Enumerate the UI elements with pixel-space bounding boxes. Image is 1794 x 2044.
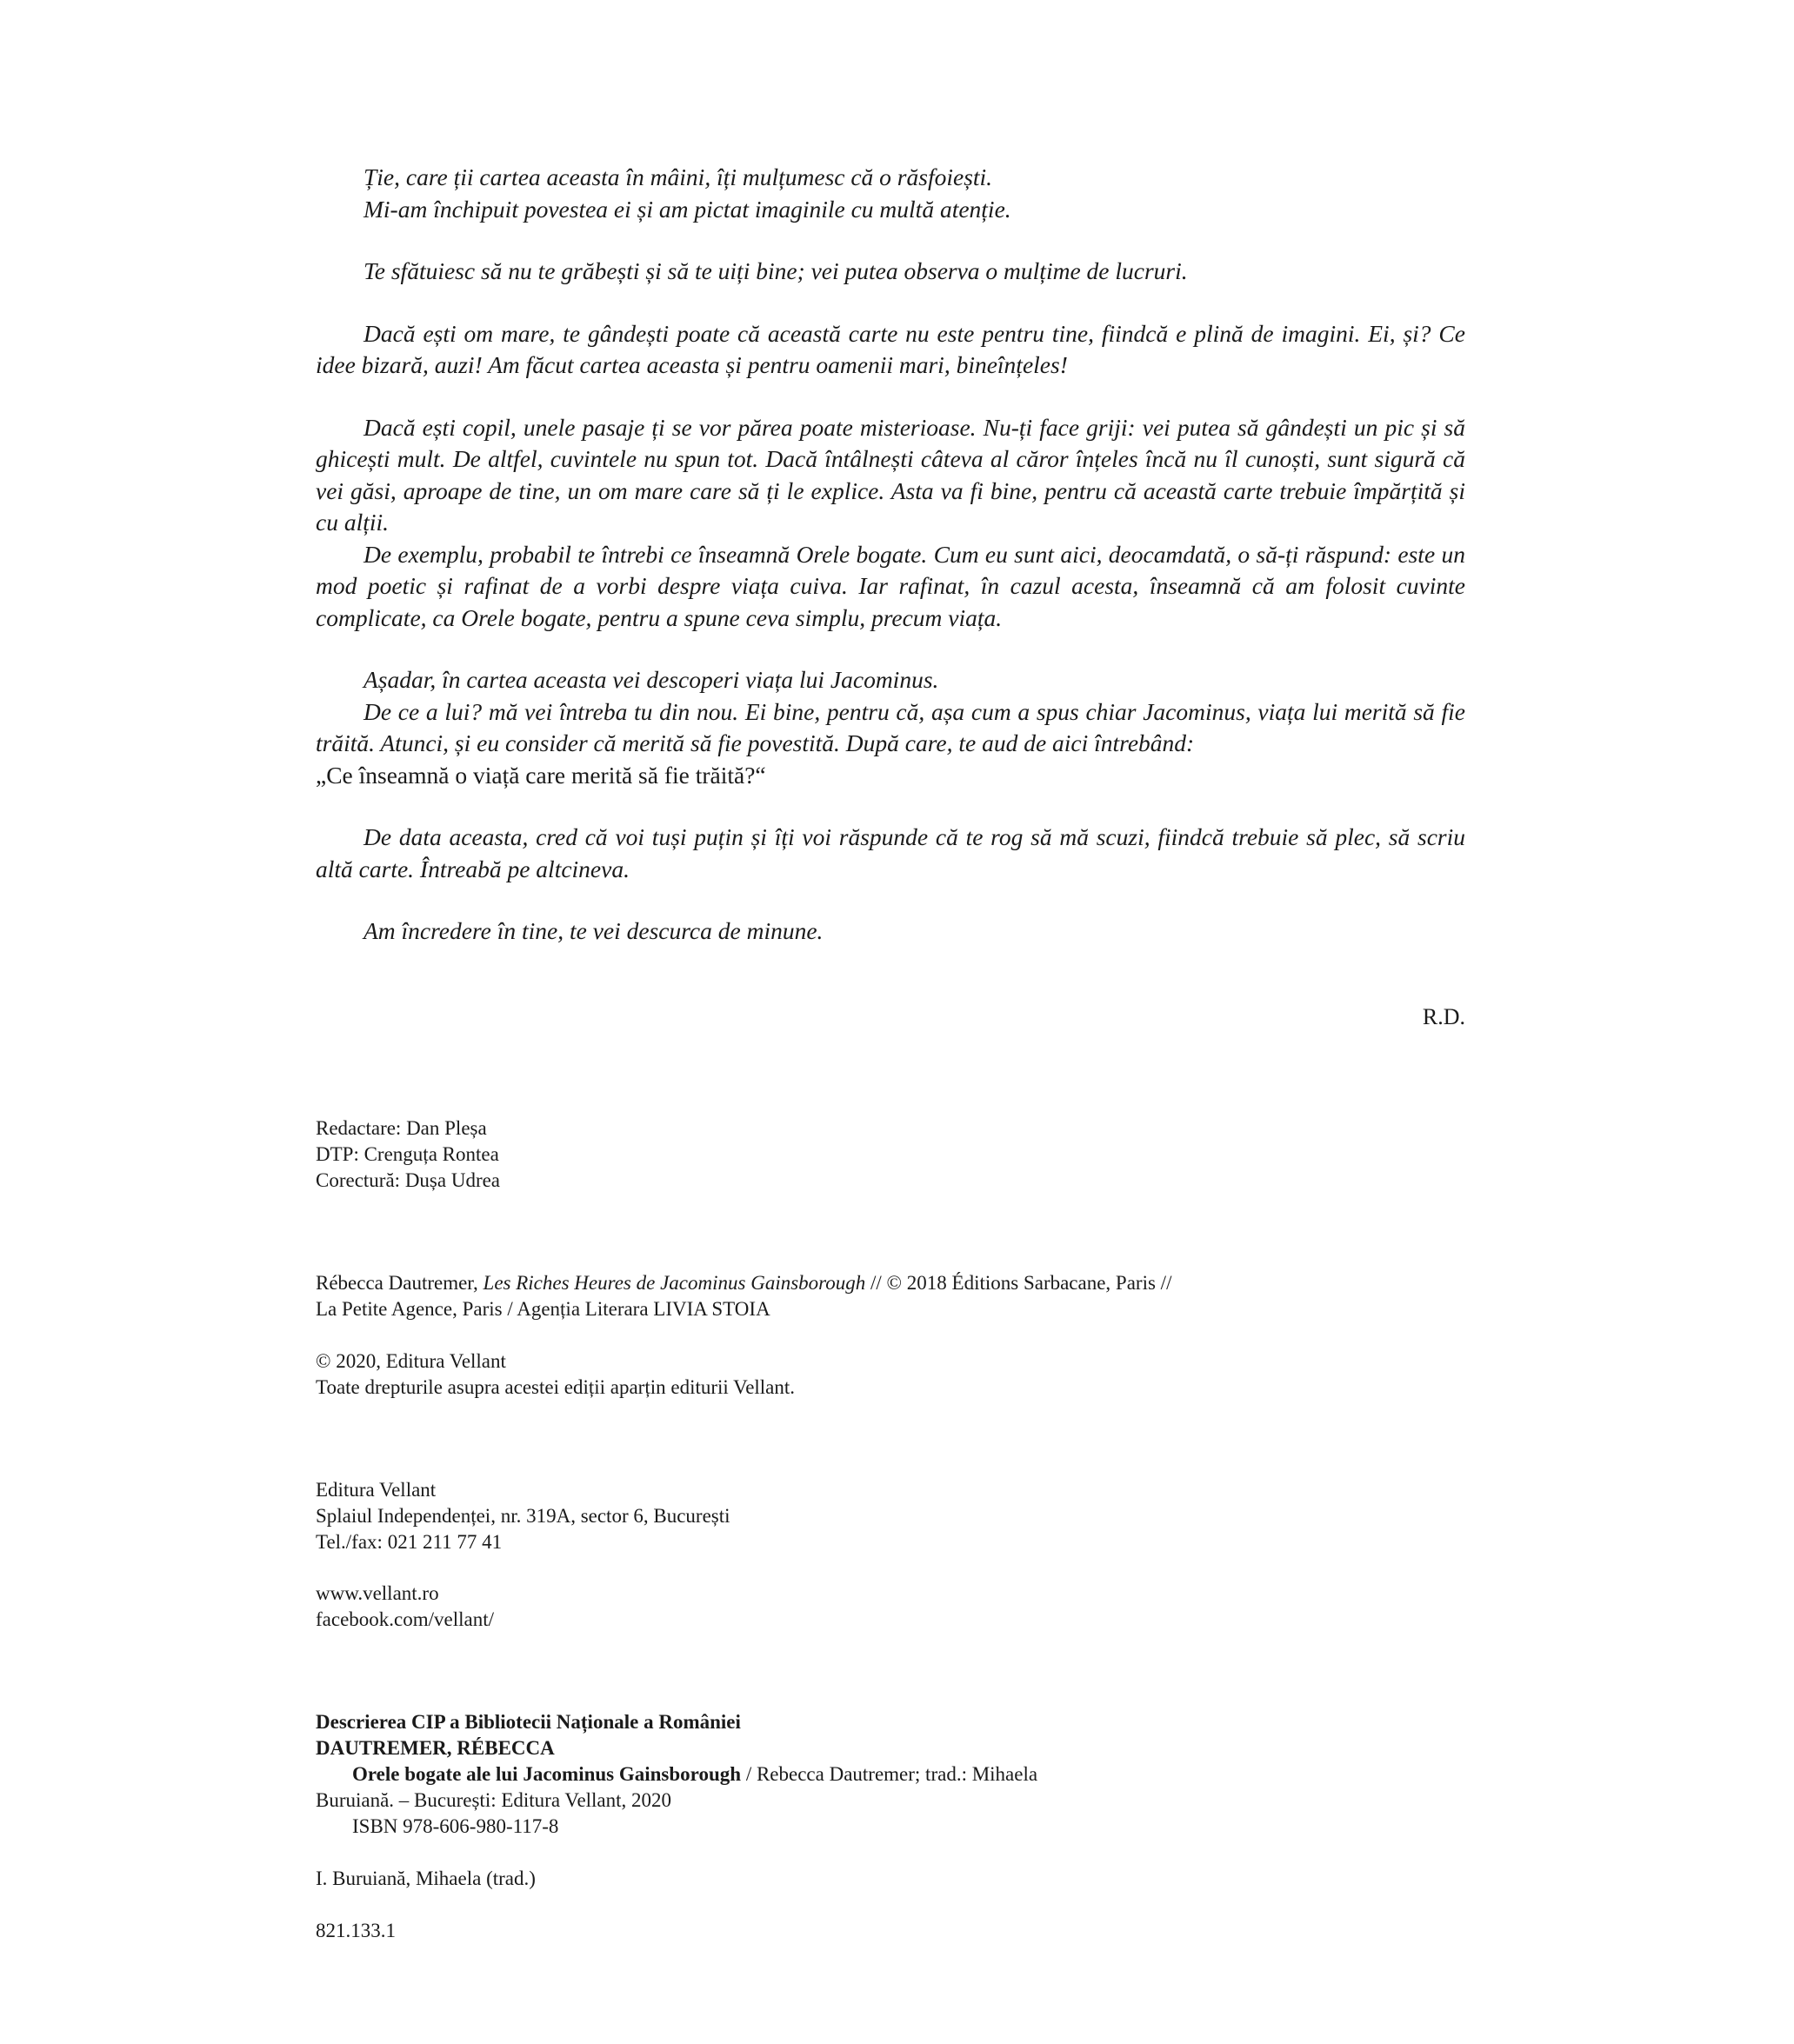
- publisher-facebook: facebook.com/vellant/: [316, 1608, 495, 1630]
- preface-paragraph: Dacă ești om mare, te gândești poate că această carte nu este pentru tine, fiindcă e plină de imagini. Ei, și? Ce idee bizară, auzi! Am făcut cartea aceasta și pentru oamenii mari, bineînțeles!: [316, 319, 1465, 378]
- preface-paragraph: De exemplu, probabil te întrebi ce înseamnă Orele bogate. Cum eu sunt aici, deocamdată, o să-ți răspund: este un mod poetic și rafinat de a vorbi despre viața cuiva. Iar rafinat, în cazul acesta, înseamnă că am folosit cuvinte complicate, ca Orele bogate, pentru a spune ceva simplu, precum viața.: [316, 540, 1465, 631]
- cip-author: DAUTREMER, RÉBECCA: [316, 1737, 555, 1759]
- cip-heading: Descrierea CIP a Bibliotecii Naționale a României: [316, 1711, 741, 1733]
- publisher-phone: Tel./fax: 021 211 77 41: [316, 1531, 503, 1553]
- cip-title-rest: / Rebecca Dautremer; trad.: Mihaela: [741, 1763, 1038, 1785]
- original-copyright: [316, 1270, 1171, 1322]
- copyright-rights: Toate drepturile asupra acestei ediții aparțin editurii Vellant.: [316, 1376, 796, 1398]
- copyright-publisher: // © 2018 Éditions Sarbacane, Paris //: [865, 1272, 1172, 1294]
- original-title: Les Riches Heures de Jacominus Gainsborough: [483, 1272, 866, 1294]
- publisher-website: www.vellant.ro: [316, 1582, 439, 1604]
- publisher-name: Editura Vellant: [316, 1479, 437, 1501]
- preface-paragraph: Așadar, în cartea aceasta vei descoperi viața lui Jacominus.: [363, 666, 939, 693]
- cip-isbn: ISBN 978-606-980-117-8: [352, 1815, 559, 1837]
- preface-paragraph: Te sfătuiesc să nu te grăbești și să te uiți bine; vei putea observa o mulțime de lucruri.: [363, 257, 1188, 284]
- edition-copyright: [316, 1348, 795, 1401]
- credit-editor: Redactare: Dan Pleșa: [316, 1117, 487, 1139]
- preface-line: Mi-am închipuit povestea ei și am pictat imaginile cu multă atenție.: [363, 195, 1011, 223]
- preface-line: Ție, care ții cartea aceasta în mâini, îți mulțumesc că o răsfoiești.: [363, 163, 993, 190]
- cip-title-line: [316, 1761, 1185, 1788]
- credit-dtp: DTP: Crenguța Rontea: [316, 1143, 499, 1165]
- author-signature: R.D.: [1422, 1004, 1465, 1029]
- cip-classification: 821.133.1: [316, 1920, 396, 1941]
- copyright-author: Rébecca Dautremer,: [316, 1272, 484, 1294]
- credits-block: [316, 1115, 500, 1194]
- cip-translator: I. Buruiană, Mihaela (trad.): [316, 1868, 536, 1889]
- copyright-edition: © 2020, Editura Vellant: [316, 1350, 506, 1372]
- spacer: [316, 1840, 1185, 1866]
- publisher-address: Splaiul Independenței, nr. 319A, sector 6, București: [316, 1505, 730, 1527]
- preface-paragraph: Dacă ești copil, unele pasaje ți se vor părea poate misterioase. Nu-ți face griji: vei putea să gândești un pic și să ghicești mult. De altfel, cuvintele nu spun tot. Dacă întâlnești câteva al căror înțeles încă nu îl cunoști, sunt sigură că vei găsi, aproape de tine, un om mare care să ți le explice. Asta va fi bine, pentru că această carte trebuie împărțită și cu alții.: [316, 413, 1465, 536]
- spacer: [316, 1892, 1185, 1918]
- cip-description: [316, 1709, 1185, 1944]
- preface-quote: „Ce înseamnă o viață care merită să fie trăită?“: [316, 761, 766, 789]
- preface-paragraph: De data aceasta, cred că voi tuși puțin și îți voi răspunde că te rog să mă scuzi, fiindcă trebuie să plec, să scriu altă carte. Întreabă pe altcineva.: [316, 823, 1465, 882]
- credit-proofreading: Corectură: Dușa Udrea: [316, 1169, 501, 1191]
- publisher-web: [316, 1581, 494, 1633]
- copyright-agency: La Petite Agence, Paris / Agenția Literara LIVIA STOIA: [316, 1298, 770, 1320]
- publisher-block: [316, 1477, 730, 1555]
- cip-imprint: Buruiană. – București: Editura Vellant, 2020: [316, 1789, 672, 1811]
- preface-text: [316, 162, 1465, 948]
- preface-paragraph: Am încredere în tine, te vei descurca de minune.: [363, 917, 824, 944]
- preface-paragraph: De ce a lui? mă vei întreba tu din nou. Ei bine, pentru că, așa cum a spus chiar Jacominus, viața lui merită să fie trăită. Atunci, și eu consider că merită să fie povestită. După care, te aud de aici întrebând:: [316, 697, 1465, 756]
- cip-title: Orele bogate ale lui Jacominus Gainsborough: [352, 1763, 742, 1785]
- copyright-line: [316, 1270, 1171, 1296]
